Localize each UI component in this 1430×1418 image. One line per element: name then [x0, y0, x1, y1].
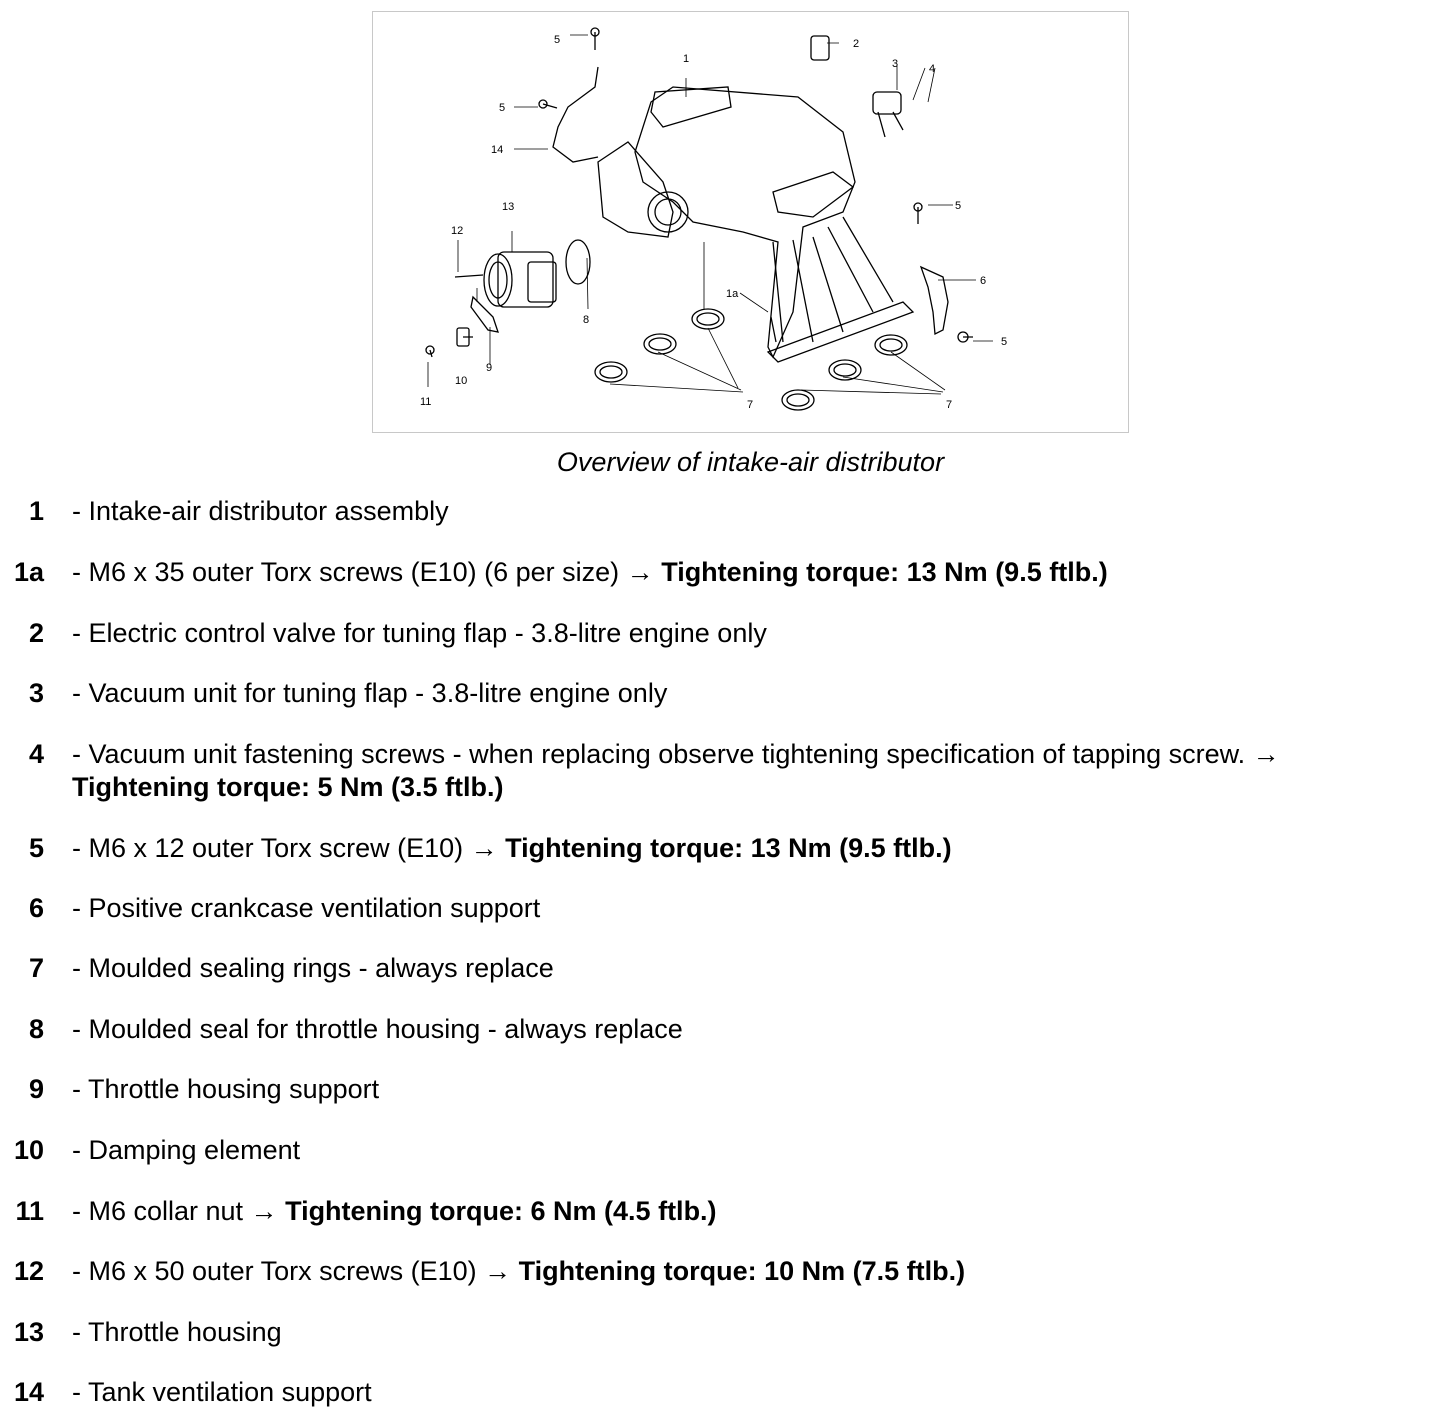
item-description: - Intake-air distributor assembly	[72, 496, 449, 526]
tightening-torque: Tightening torque: 5 Nm (3.5 ftlb.)	[72, 772, 504, 802]
item-number: 11	[15, 1196, 44, 1226]
plenum-cover-upper	[651, 87, 731, 127]
callout-3: 3	[892, 58, 899, 70]
item-description: - Vacuum unit fastening screws - when replacing observe tightening specification of tapping screw. → Tightening torque: 5 Nm (3.5 ftlb.)	[72, 739, 1288, 802]
item-description: - Throttle housing	[72, 1317, 282, 1347]
item-description: - Positive crankcase ventilation support	[72, 893, 541, 923]
item-number: 7	[28, 953, 44, 983]
callout-5d: 5	[1001, 336, 1008, 348]
item-description: - Electric control valve for tuning flap - 3.8-litre engine only	[72, 618, 767, 648]
figure-caption: Overview of intake-air distributor	[556, 447, 945, 477]
item-number: 12	[13, 1256, 44, 1286]
throttle-seal-ring	[566, 240, 590, 284]
item-description: - M6 x 12 outer Torx screw (E10) → Tightening torque: 13 Nm (9.5 ftlb.)	[72, 833, 952, 863]
callout-8: 8	[583, 314, 590, 326]
item-number: 1a	[13, 557, 44, 587]
item-description: - Vacuum unit for tuning flap - 3.8-litre engine only	[72, 678, 668, 708]
callout-14: 14	[491, 144, 504, 156]
item-number: 6	[28, 893, 44, 923]
callout-2: 2	[853, 38, 860, 50]
item-number: 14	[13, 1377, 44, 1407]
tightening-torque: Tightening torque: 13 Nm (9.5 ftlb.)	[505, 833, 952, 863]
item-description: - Throttle housing support	[72, 1074, 380, 1104]
callout-9: 9	[486, 362, 493, 374]
item-description: - M6 collar nut → Tightening torque: 6 Nm (4.5 ftlb.)	[72, 1196, 717, 1226]
callout-7a: 7	[747, 399, 754, 411]
plenum-cover-lower	[773, 172, 853, 217]
item-number: 9	[28, 1074, 44, 1104]
callout-5a: 5	[554, 34, 561, 46]
intake-manifold-drawing	[373, 12, 1130, 434]
throttle-housing-shape	[484, 252, 556, 307]
callout-12: 12	[451, 225, 464, 237]
item-description: - Damping element	[72, 1135, 301, 1165]
tightening-torque: Tightening torque: 6 Nm (4.5 ftlb.)	[285, 1196, 717, 1226]
callout-7b: 7	[946, 399, 953, 411]
callout-1a: 1a	[726, 288, 739, 300]
callout-5b: 5	[499, 102, 506, 114]
item-number: 2	[28, 618, 44, 648]
item-number: 8	[28, 1014, 44, 1044]
manifold-body	[635, 87, 855, 357]
callout-5c: 5	[955, 200, 962, 212]
item-description: - M6 x 35 outer Torx screws (E10) (6 per size) → Tightening torque: 13 Nm (9.5 ftlb.)	[72, 557, 1108, 587]
item-description: - Moulded sealing rings - always replace	[72, 953, 554, 983]
callout-13: 13	[502, 201, 515, 213]
callout-1: 1	[683, 53, 690, 65]
callout-4: 4	[929, 63, 936, 75]
item-number: 13	[13, 1317, 44, 1347]
item-description: - M6 x 50 outer Torx screws (E10) → Tightening torque: 10 Nm (7.5 ftlb.)	[72, 1256, 966, 1286]
item-description: - Moulded seal for throttle housing - always replace	[72, 1014, 683, 1044]
item-number: 5	[28, 833, 44, 863]
callout-6: 6	[980, 275, 987, 287]
callout-11: 11	[420, 396, 432, 408]
exploded-view-figure	[372, 11, 1129, 433]
item-number: 10	[13, 1135, 44, 1165]
tightening-torque: Tightening torque: 13 Nm (9.5 ftlb.)	[661, 557, 1108, 587]
callout-10: 10	[455, 375, 468, 387]
item-number: 4	[28, 739, 44, 769]
item-number: 1	[28, 496, 44, 526]
item-description: - Tank ventilation support	[72, 1377, 372, 1407]
item-number: 3	[28, 678, 44, 708]
tightening-torque: Tightening torque: 10 Nm (7.5 ftlb.)	[518, 1256, 966, 1286]
